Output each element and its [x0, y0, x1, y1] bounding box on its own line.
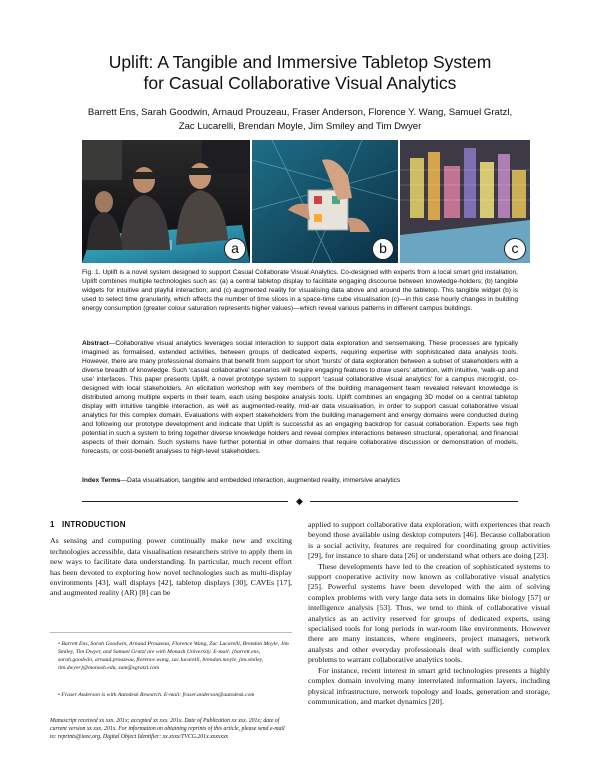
manuscript-info: Manuscript received xx xxx. 201x; accepted xx xxx. 201x. Date of Publication xx xxx. 201x; date of current version xx xxx. 201x. For information on obtaining reprints of this article, please send e-mail to: reprints@ieee.org. Digital Object Identifier: xx.xxxx/TVCG.201x.xxxxxxx	[50, 718, 285, 740]
authors-line-1: Barrett Ens, Sarah Goodwin, Arnaud Prouzeau, Fraser Anderson, Florence Y. Wang, Samuel Gratzl,	[87, 107, 513, 118]
footnote-separator	[50, 632, 292, 633]
divider-line-left	[82, 501, 288, 502]
section-divider	[82, 497, 518, 507]
section-heading	[50, 520, 292, 530]
intro-paragraph-1: As sensing and computing power continually make new and exciting technologies accessible, data visualisation researchers strive to apply them in new ways to facilitate data understanding. In particular, much recent effort has been devoted to exploring how novel technologies such as multi-display environments [43], wall displays [42], tabletop displays [30], CAVEs [17], and augmented reality (AR) [8] can be	[50, 536, 292, 598]
abstract-label: Abstract	[82, 340, 109, 347]
panel-badge-c: c	[504, 238, 526, 260]
index-terms-text: —Data visualisation, tangible and embedded interaction, augmented reality, immersive analytics	[120, 477, 401, 484]
affiliation-footnote-1: • Barrett Ens, Sarah Goodwin, Arnaud Prouzeau, Florence Wang, Zac Lucarelli, Brendan Moyle, Jim Smiley, Tim Dwyer, and Samuel Gratzl are with Monash University. E-mail: {barrett.ens, sarah.goodwin, arnaud.prouzeau, florence.wang, zac.lucarelli, brendan.moyle, jim.smiley, tim.dwyer}@monash.edu, sam@sgratzl.com	[58, 641, 289, 671]
figure-panel-c	[400, 140, 530, 263]
index-terms	[82, 476, 518, 485]
figure-panel-b	[252, 140, 398, 263]
affiliation-footnote-2: • Fraser Anderson is with Autodesk Research. E-mail: fraser.anderson@autodesk.com	[58, 692, 255, 698]
panel-badge-b: b	[372, 238, 394, 260]
intro-paragraph-4: For instance, recent interest in smart grid technologies presents a highly complex domain involving many interrelated information layers, including physical infrastructure, network topology and loads, generation and storage, communication, and market dynamics [20].	[308, 665, 550, 706]
author-list	[40, 106, 560, 133]
right-column	[308, 520, 550, 707]
divider-line-right	[310, 501, 518, 502]
paper-title	[40, 52, 560, 94]
abstract	[82, 339, 518, 456]
intro-paragraph-2: applied to support collaborative data exploration, with experiences that reach beyond those available using desktop computers [46]. Because collaboration is a social activity, features are required for coordinating group activities [29], for instance to share data [26] or understand what others are doing [23].	[308, 520, 550, 561]
section-title: INTRODUCTION	[61, 520, 126, 529]
panel-badge-a: a	[224, 238, 246, 260]
title-line-2: for Casual Collaborative Visual Analytics	[143, 73, 457, 93]
title-line-1: Uplift: A Tangible and Immersive Tabletop System	[108, 52, 492, 72]
abstract-text: —Collaborative visual analytics leverages social interaction to support data exploration and sensemaking. These processes are typically imagined as formalised, extended activities, between groups of dedicated experts, requiring expertise with sophisticated data analysis tools. However, there are many professional domains that benefit from support for short ‘bursts’ of data exploration between a subset of stakeholders with a diverse breadth of knowledge. Such ‘casual collaborative’ scenarios will require engaging features to draw users’ attention, with intuitive, ‘walk-up and use’ interfaces. This paper presents Uplift, a novel prototype system to support ‘casual collaborative visual analytics’ for a campus microgrid, co-designed with local stakeholders. An elicitation workshop with key members of the building management team revealed relevant knowledge is distributed among multiple experts in their team, each using bespoke analysis tools. Uplift combines an engaging 3D model on a central tabletop display with intuitive tangible interaction, as well as augmented-reality, mid-air data visualisation, in order to support casual collaborative visual analytics for this complex domain. Evaluations with expert stakeholders from the building management and energy domains were conducted during and following our prototype development and indicate that Uplift is successful as an engaging backdrop for casual collaboration. Experts see high potential in such a system to bring together diverse knowledge holders and reveal complex interactions between structural, operational, and financial aspects of their domain. Such systems have further potential in other domains that require collaborative discussion or demonstration of models, forecasts, or cost-benefit analyses to high-level stakeholders.	[82, 340, 518, 455]
intro-paragraph-3: These developments have led to the creation of sophisticated systems to support cooperative activity now known as collaborative visual analytics [25]. Powerful systems have been developed with the aim of solving complex problems with very large data sets in domains like biology [57] or intelligence analysis [53]. Thus, we tend to think of collaborative visual analytics as an activity reserved for groups of dedicated experts, using specialised tools for long periods in war-room like environments. However there are many instances, where engineers, project managers, network analysts and other everyday professionals deal with sufficiently complex problems to warrant collaborative analytics tools.	[308, 561, 550, 665]
left-column	[50, 520, 292, 599]
figure-caption: Fig. 1. Uplift is a novel system designed to support Casual Collaborate Visual Analytics. Co-designed with experts from a local smart grid installation, Uplift combines multiple technologies such as: (a) a central tabletop display to facilitate engaging discourse between knowledge-holders; (b) tangible widgets for intuitive and playful interaction; and (c) augmented reality for visualising data above and around the tabletop. This tangible widget (b) is used to select time granularity, which affects the number of time slices in a space-time cube visualisation (c)—in this case hourly changes in building energy consumption (greater colour saturation represents higher values)—which reveal various patterns in different campus buildings.	[82, 269, 518, 312]
section-number: 1	[50, 520, 55, 529]
index-terms-label: Index Terms	[82, 477, 121, 484]
authors-line-2: Zac Lucarelli, Brendan Moyle, Jim Smiley and Tim Dwyer	[178, 120, 422, 132]
figure-panel-a	[82, 140, 250, 263]
divider-diamond-icon: ◆	[296, 496, 303, 506]
